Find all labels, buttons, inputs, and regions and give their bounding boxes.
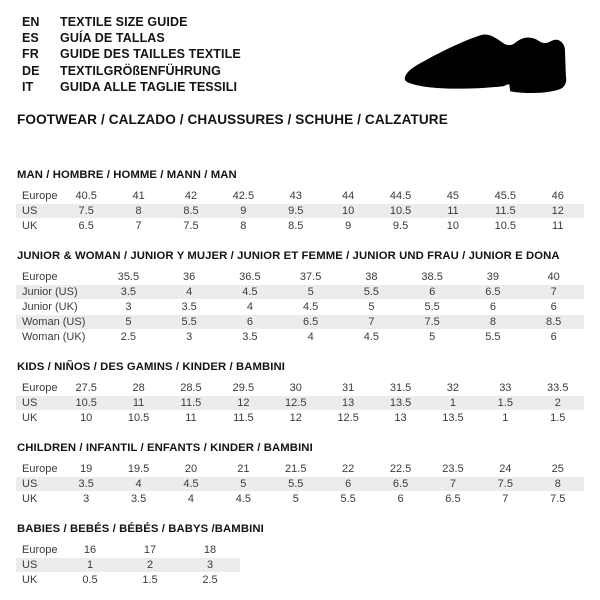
language-label: GUIDA ALLE TAGLIE TESSILI [60,79,238,94]
row-label: Europe [22,190,58,203]
size-cell: 13.5 [374,396,426,410]
size-cell: 36 [183,271,196,284]
size-cell: 5.5 [340,493,356,506]
size-cell: 3 [125,301,132,314]
size-cell: 11 [112,396,164,410]
row-label: Junior (US) [16,285,98,299]
size-cell: 10 [446,220,460,233]
section-title-man: MAN / HOMBRE / HOMME / MANN / MAN [17,169,237,182]
size-cell: 25 [551,463,564,476]
language-code: FR [22,47,39,62]
children-size-table [16,461,584,507]
size-cell: 23.5 [442,463,464,476]
size-cell: 1 [502,412,509,425]
table-row [16,462,584,476]
size-cell: 3 [186,331,193,344]
size-cell: 3.5 [181,301,197,314]
size-cell: 12 [289,412,302,425]
language-code: DE [22,63,40,78]
table-row [16,543,240,557]
size-cell: 12.5 [270,396,322,410]
size-cell: 8 [532,477,584,491]
table-row [16,573,240,587]
row-label: US [16,204,60,218]
shoe-icon [402,32,574,96]
size-cell: 11.5 [479,204,531,218]
size-cell: 10.5 [494,220,517,233]
size-cell: 3.5 [130,493,147,506]
size-cell: 9 [217,204,269,218]
size-cell: 31 [342,382,355,395]
size-cell: 5 [98,315,159,329]
size-cell: 44 [342,190,355,203]
size-cell: 12 [217,396,269,410]
row-label: UK [22,412,38,425]
table-row [16,411,584,425]
size-cell: 4 [187,493,195,506]
section-junior-woman [16,250,584,345]
size-cell: 42 [184,190,198,203]
size-cell: 5.5 [424,301,440,314]
size-cell: 33.5 [547,382,569,395]
size-cell: 7 [502,493,509,506]
section-babies [16,523,584,588]
size-cell: 7 [341,315,402,329]
row-label: UK [22,220,38,233]
size-cell: 36.5 [239,271,261,284]
size-cell: 5 [280,285,341,299]
size-cell: 5 [368,301,375,314]
table-row [16,381,584,395]
table-row [16,558,240,572]
size-cell: 7 [135,220,142,233]
size-cell: 3 [83,493,90,506]
table-row [16,396,584,410]
size-cell: 5 [217,477,269,491]
row-label: Europe [22,382,58,395]
language-code: IT [22,79,34,94]
size-cell: 11 [185,412,197,425]
language-code: ES [22,31,39,46]
size-cell: 5.5 [485,331,501,344]
size-cell: 7.5 [479,477,531,491]
size-cell: 7 [427,477,479,491]
row-label: US [16,396,60,410]
category-title: FOOTWEAR / CALZADO / CHAUSSURES / SCHUHE / CALZATURE [17,112,448,128]
size-cell: 9.5 [392,220,409,233]
size-cell: 6 [402,285,463,299]
size-cell: 43 [289,190,302,203]
size-cell: 5 [429,331,436,344]
size-cell: 32 [446,382,460,395]
size-cell: 7 [523,285,584,299]
table-row [16,270,584,284]
section-title-junior-woman: JUNIOR & WOMAN / JUNIOR Y MUJER / JUNIOR ET FEMME / JUNIOR UND FRAU / JUNIOR E DONA [17,250,560,263]
size-cell: 35.5 [117,271,140,284]
size-cell: 39 [486,271,499,284]
size-cell: 8 [112,204,164,218]
size-cell: 31.5 [389,382,412,395]
size-cell: 5.5 [159,315,220,329]
kids-size-table [16,380,584,426]
man-size-table [16,188,584,234]
size-cell: 10 [322,204,374,218]
size-cell: 21 [237,463,250,476]
size-cell: 8 [240,220,247,233]
size-cell: 8.5 [288,220,304,233]
size-cell: 40.5 [75,190,97,203]
row-label: Europe [22,544,58,557]
size-cell: 1.5 [479,396,531,410]
size-cell: 33 [499,382,512,395]
table-row [16,330,584,344]
size-cell: 4 [159,285,220,299]
size-cell: 40 [547,271,560,284]
size-cell: 4.5 [363,331,380,344]
size-cell: 3.5 [60,477,112,491]
language-label: GUIDE DES TAILLES TEXTILE [60,47,241,62]
row-label: US [16,558,60,572]
row-label: Europe [22,463,58,476]
size-cell: 41 [132,190,145,203]
size-cell: 7.5 [183,220,199,233]
table-row [16,300,584,314]
size-cell: 4.5 [235,493,252,506]
size-cell: 45.5 [494,190,517,203]
size-cell: 2 [532,396,584,410]
size-cell: 13.5 [442,412,464,425]
size-cell: 6.5 [280,315,341,329]
section-title-kids: KIDS / NIÑOS / DES GAMINS / KINDER / BAMBINI [17,361,286,374]
size-cell: 10.5 [374,204,426,218]
row-label: Woman (US) [16,315,98,329]
size-cell: 19.5 [127,463,150,476]
size-cell: 1.5 [550,412,566,425]
size-cell: 22 [342,463,355,476]
babies-size-table [16,542,240,588]
size-cell: 20 [184,463,198,476]
size-cell: 37.5 [299,271,322,284]
section-children [16,442,584,507]
size-cell: 45 [446,190,460,203]
size-cell: 1 [60,558,120,572]
size-cell: 44.5 [389,190,412,203]
size-cell: 6 [550,301,557,314]
size-cell: 6 [489,301,496,314]
size-cell: 4.5 [220,285,281,299]
table-row [16,477,584,491]
size-cell: 8.5 [523,315,584,329]
size-cell: 7.5 [402,315,463,329]
size-cell: 38.5 [421,271,443,284]
language-code: EN [22,15,40,29]
size-cell: 2.5 [120,331,137,344]
size-cell: 11.5 [165,396,217,410]
language-label: TEXTILE SIZE GUIDE [60,15,188,29]
size-cell: 7.5 [550,493,566,506]
size-cell: 3.5 [242,331,258,344]
size-cell: 11 [552,220,564,233]
row-label: UK [22,574,38,587]
size-cell: 6 [220,315,281,329]
size-cell: 4.5 [302,301,319,314]
size-cell: 18 [203,544,217,557]
size-cell: 21.5 [285,463,307,476]
size-cell: 17 [143,544,157,557]
size-cell: 6 [322,477,374,491]
size-cell: 8.5 [165,204,217,218]
row-label: UK [22,493,38,506]
size-cell: 13 [394,412,407,425]
section-kids [16,361,584,426]
size-cell: 9.5 [270,204,322,218]
size-cell: 10.5 [60,396,112,410]
size-cell: 11.5 [233,412,254,425]
size-cell: 29.5 [232,382,255,395]
size-cell: 10 [80,412,93,425]
size-cell: 13 [322,396,374,410]
size-cell: 3 [180,558,240,572]
size-cell: 28.5 [180,382,202,395]
size-cell: 4 [112,477,164,491]
size-cell: 28 [132,382,145,395]
size-cell: 6.5 [374,477,426,491]
size-cell: 6.5 [445,493,461,506]
size-cell: 6.5 [463,285,524,299]
size-cell: 24 [499,463,512,476]
size-cell: 5 [292,493,299,506]
table-row [16,204,584,218]
row-label: Junior (UK) [22,301,78,314]
size-cell: 27.5 [75,382,97,395]
row-label: Europe [22,271,58,284]
table-row [16,492,584,506]
size-cell: 12.5 [337,412,359,425]
language-label: TEXTILGRÖßENFÜHRUNG [60,63,221,78]
size-cell: 38 [365,271,378,284]
size-cell: 6.5 [78,220,94,233]
size-cell: 0.5 [82,574,98,587]
table-row [16,219,584,233]
size-cell: 4 [307,331,314,344]
size-cell: 5.5 [341,285,402,299]
size-tables-area [16,169,584,588]
size-cell: 42.5 [232,190,255,203]
size-cell: 10.5 [127,412,150,425]
section-title-babies: BABIES / BEBÉS / BÉBÉS / BABYS /BAMBINI [17,523,264,536]
size-cell: 12 [532,204,584,218]
size-cell: 46 [551,190,564,203]
size-cell: 9 [345,220,352,233]
section-title-children: CHILDREN / INFANTIL / ENFANTS / KINDER / BAMBINI [17,442,313,455]
size-cell: 8 [463,315,524,329]
table-row [16,189,584,203]
section-man [16,169,584,234]
size-cell: 16 [83,544,97,557]
size-cell: 19 [80,463,93,476]
size-cell: 11 [427,204,479,218]
size-cell: 2 [120,558,180,572]
size-cell: 2.5 [202,574,218,587]
size-cell: 7.5 [60,204,112,218]
size-cell: 1 [427,396,479,410]
size-cell: 6 [550,331,557,344]
junior-woman-size-table [16,269,584,345]
size-cell: 6 [397,493,404,506]
size-cell: 4.5 [165,477,217,491]
size-cell: 1.5 [142,574,158,587]
row-label: US [16,477,60,491]
table-row [16,285,584,299]
table-row [16,315,584,329]
size-cell: 5.5 [270,477,322,491]
size-cell: 30 [289,382,302,395]
language-label: GUÍA DE TALLAS [60,31,165,46]
size-cell: 4 [246,301,253,314]
size-cell: 3.5 [98,285,159,299]
size-cell: 22.5 [389,463,412,476]
row-label: Woman (UK) [22,331,86,344]
